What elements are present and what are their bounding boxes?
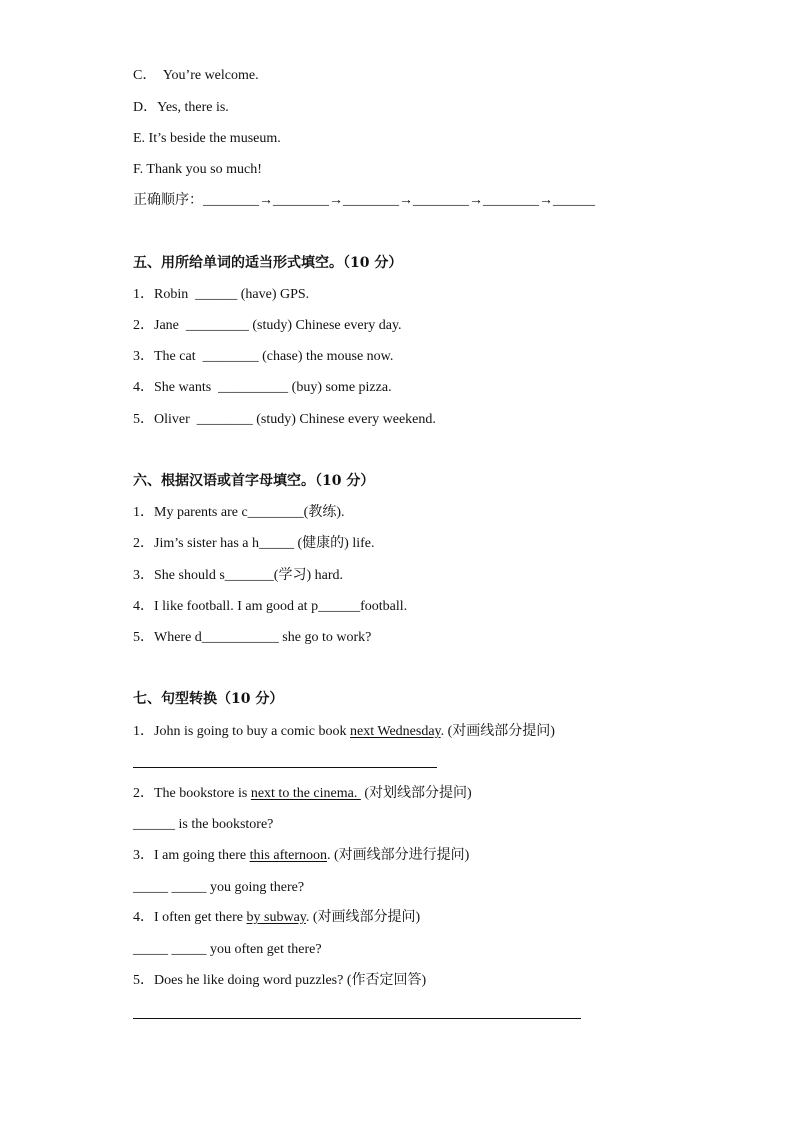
correct-order-line: 正确顺序：________→________→________→________→________→______ [133, 193, 595, 208]
q2-answer[interactable]: ______ is the bookstore? [133, 817, 274, 832]
q4-underlined-phrase: by subway [246, 910, 306, 925]
option-d: D．Yes, there is. [133, 100, 229, 115]
q3-instruction: . (对画线部分进行提问) [327, 848, 470, 863]
q4-answer[interactable]: _____ _____ you often get there? [133, 942, 322, 957]
section7-question-4 [133, 909, 420, 927]
section5-item-5: 5．Oliver ________ (study) Chinese every weekend. [133, 412, 436, 427]
section6-item-4: 4．I like football. I am good at p______football. [133, 599, 408, 614]
q3-answer[interactable]: _____ _____ you going there? [133, 880, 305, 895]
q2-text: 2．The bookstore is [133, 786, 251, 801]
option-e: E. It’s beside the museum. [133, 131, 281, 146]
q5-answer-line[interactable] [133, 1018, 581, 1019]
section5-item-3: 3．The cat ________ (chase) the mouse now. [133, 349, 394, 364]
section5-heading: 五、用所给单词的适当形式填空。（10 分） [133, 255, 403, 271]
section7-question-2 [133, 785, 472, 803]
section6-heading: 六、根据汉语或首字母填空。（10 分） [133, 473, 375, 489]
q3-text: 3．I am going there [133, 848, 250, 863]
section7-question-3 [133, 847, 469, 865]
q2-underlined-phrase: next to the cinema. [250, 786, 361, 801]
q1-underlined-phrase: next Wednesday [350, 724, 441, 739]
q1-answer-line[interactable] [133, 767, 437, 768]
option-c: C． You’re welcome. [133, 68, 259, 83]
q1-text: 1．John is going to buy a comic book [133, 724, 350, 739]
section6-item-1: 1．My parents are c________(教练). [133, 505, 345, 520]
section6-item-3: 3．She should s_______(学习) hard. [133, 568, 343, 583]
q2-instruction: (对划线部分提问) [360, 786, 472, 801]
section7-question-5: 5．Does he like doing word puzzles? (作否定回答) [133, 973, 427, 988]
q4-text: 4．I often get there [133, 910, 247, 925]
q3-underlined-phrase: this afternoon [249, 848, 328, 863]
section5-item-1: 1．Robin ______ (have) GPS. [133, 287, 310, 302]
q4-instruction: . (对画线部分提问) [305, 910, 421, 925]
section7-question-1 [133, 723, 555, 741]
option-f: F. Thank you so much! [133, 162, 262, 177]
section6-item-2: 2．Jim’s sister has a h_____ (健康的) life. [133, 536, 375, 551]
section5-item-4: 4．She wants __________ (buy) some pizza. [133, 380, 392, 395]
section7-heading: 七、句型转换（10 分） [133, 691, 284, 707]
section6-item-5: 5．Where d___________ she go to work? [133, 630, 372, 645]
q1-instruction: . (对画线部分提问) [440, 724, 555, 739]
section5-item-2: 2．Jane _________ (study) Chinese every day. [133, 318, 402, 333]
